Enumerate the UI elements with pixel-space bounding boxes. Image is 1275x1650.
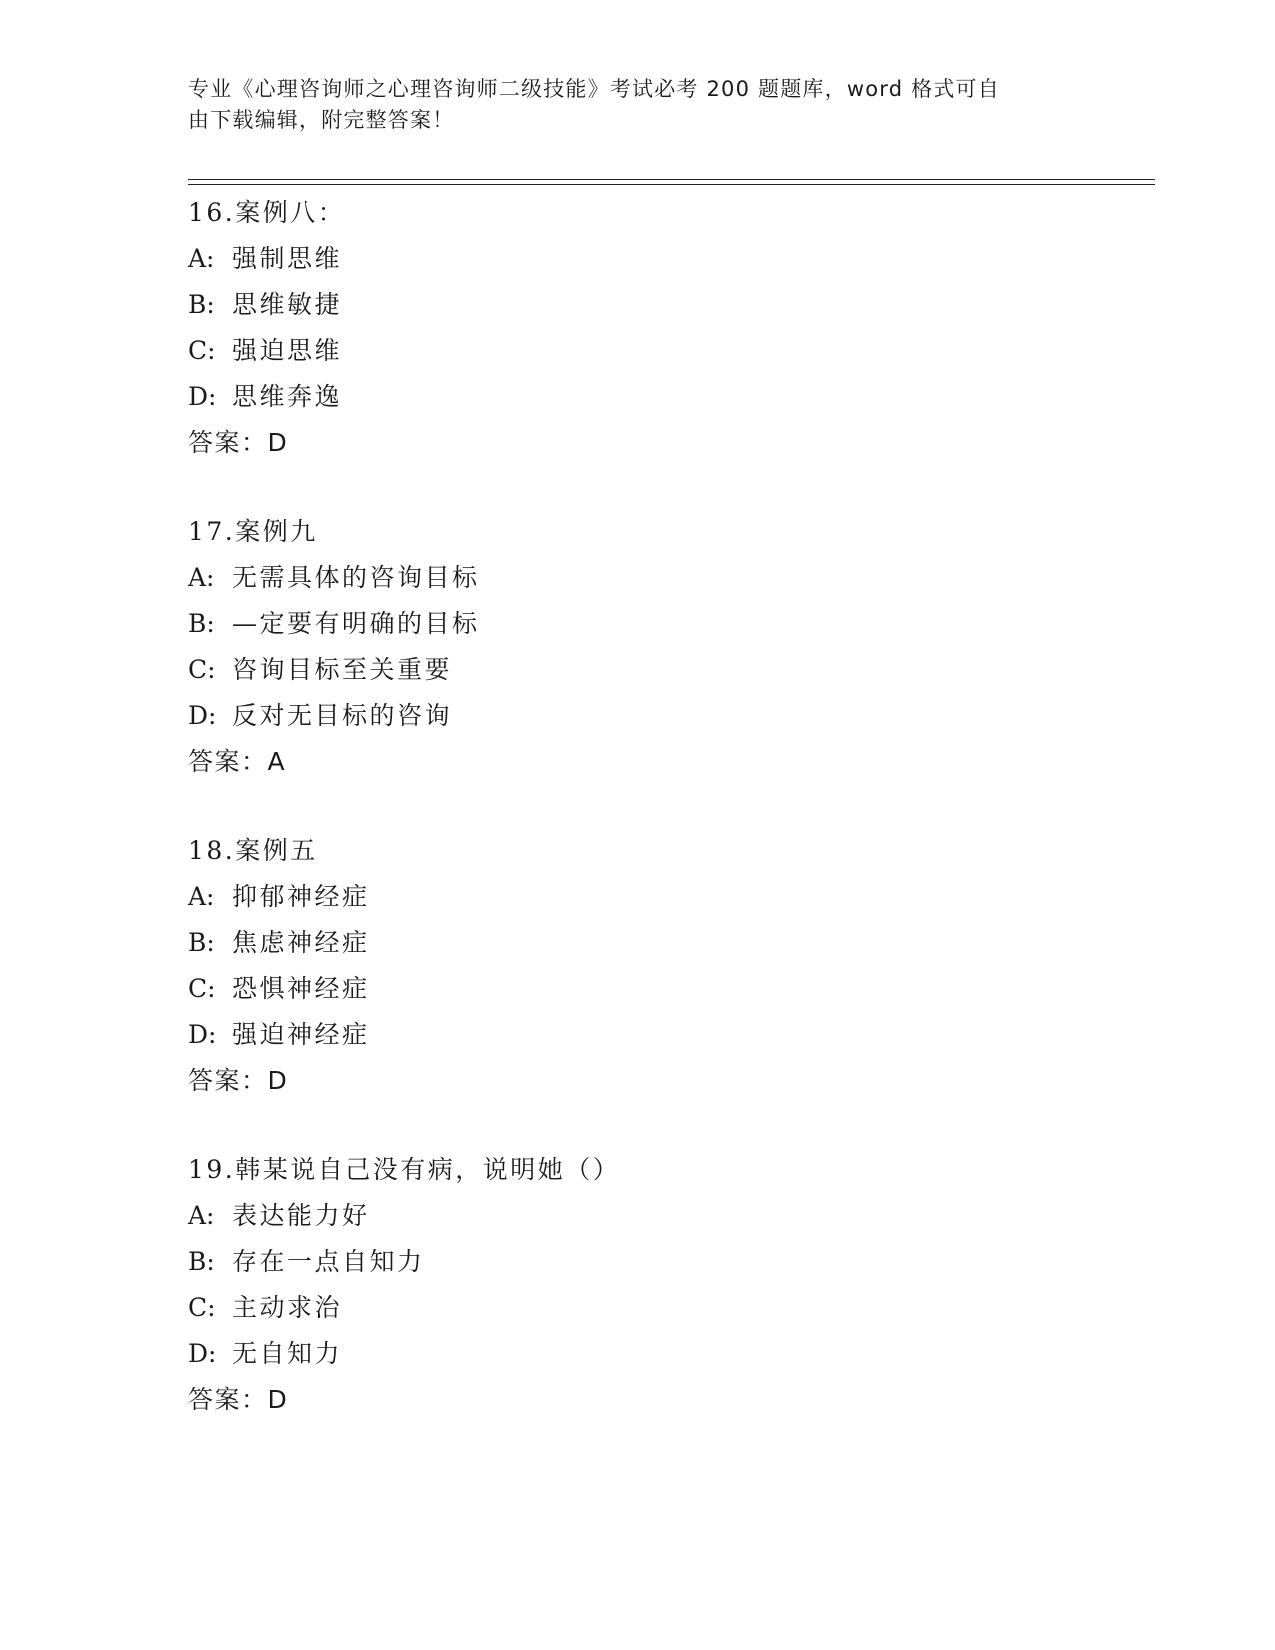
option-letter: A: — [188, 882, 215, 911]
option-letter: C: — [188, 655, 216, 684]
option-b — [188, 1239, 1148, 1285]
header-line-1: 专业《心理咨询师之心理咨询师二级技能》考试必考 200 题题库，word 格式可自 — [188, 77, 1000, 101]
option-text: 反对无目标的咨询 — [232, 701, 453, 730]
option-text: 抑郁神经症 — [232, 882, 370, 911]
option-d — [188, 374, 1148, 420]
option-b — [188, 920, 1148, 966]
option-a — [188, 236, 1148, 282]
option-text: 咨询目标至关重要 — [232, 655, 453, 684]
option-a — [188, 1193, 1148, 1239]
option-letter: B: — [188, 290, 215, 319]
option-letter: B: — [188, 609, 215, 638]
option-text: 强迫神经症 — [232, 1020, 370, 1049]
header-line-2: 由下载编辑，附完整答案！ — [188, 108, 455, 132]
option-letter: D: — [188, 1020, 217, 1049]
option-a — [188, 874, 1148, 920]
option-letter: D: — [188, 1339, 217, 1368]
question-list — [188, 190, 1148, 1466]
option-letter: C: — [188, 1293, 216, 1322]
answer-line: 答案：D — [188, 1385, 289, 1414]
option-text: 表达能力好 — [232, 1201, 370, 1230]
option-text: 无需具体的咨询目标 — [232, 563, 480, 592]
option-letter: A: — [188, 563, 215, 592]
option-letter: D: — [188, 382, 217, 411]
option-a — [188, 555, 1148, 601]
option-letter: D: — [188, 701, 217, 730]
answer-line: 答案：D — [188, 428, 289, 457]
answer-line: 答案：D — [188, 1066, 289, 1095]
option-text: 思维敏捷 — [232, 290, 343, 319]
option-c — [188, 647, 1148, 693]
question-stem: 19.韩某说自己没有病，说明她（） — [188, 1155, 621, 1184]
header-divider-top — [188, 179, 1155, 180]
option-text: 强制思维 — [232, 244, 343, 273]
option-text: 强迫思维 — [232, 336, 343, 365]
option-d — [188, 693, 1148, 739]
option-text: 思维奔逸 — [232, 382, 343, 411]
option-letter: C: — [188, 974, 216, 1003]
question-stem: 17.案例九 — [188, 517, 318, 546]
option-letter: A: — [188, 1201, 215, 1230]
option-d — [188, 1331, 1148, 1377]
option-text: 无自知力 — [232, 1339, 343, 1368]
question-stem: 18.案例五 — [188, 836, 318, 865]
option-text: 恐惧神经症 — [232, 974, 370, 1003]
option-text: 焦虑神经症 — [232, 928, 370, 957]
option-letter: C: — [188, 336, 216, 365]
option-letter: B: — [188, 1247, 215, 1276]
question-17 — [188, 509, 1148, 785]
option-c — [188, 328, 1148, 374]
option-text: 存在一点自知力 — [232, 1247, 425, 1276]
answer-line: 答案：A — [188, 747, 287, 776]
option-c — [188, 1285, 1148, 1331]
header-divider-bottom — [188, 184, 1155, 185]
question-19 — [188, 1147, 1148, 1423]
option-b — [188, 601, 1148, 647]
question-18 — [188, 828, 1148, 1104]
question-stem: 16.案例八： — [188, 198, 346, 227]
option-text: —定要有明确的目标 — [232, 609, 480, 638]
document-header — [188, 74, 1088, 136]
option-d — [188, 1012, 1148, 1058]
option-letter: B: — [188, 928, 215, 957]
question-16 — [188, 190, 1148, 466]
option-c — [188, 966, 1148, 1012]
option-letter: A: — [188, 244, 215, 273]
option-b — [188, 282, 1148, 328]
option-text: 主动求治 — [232, 1293, 343, 1322]
